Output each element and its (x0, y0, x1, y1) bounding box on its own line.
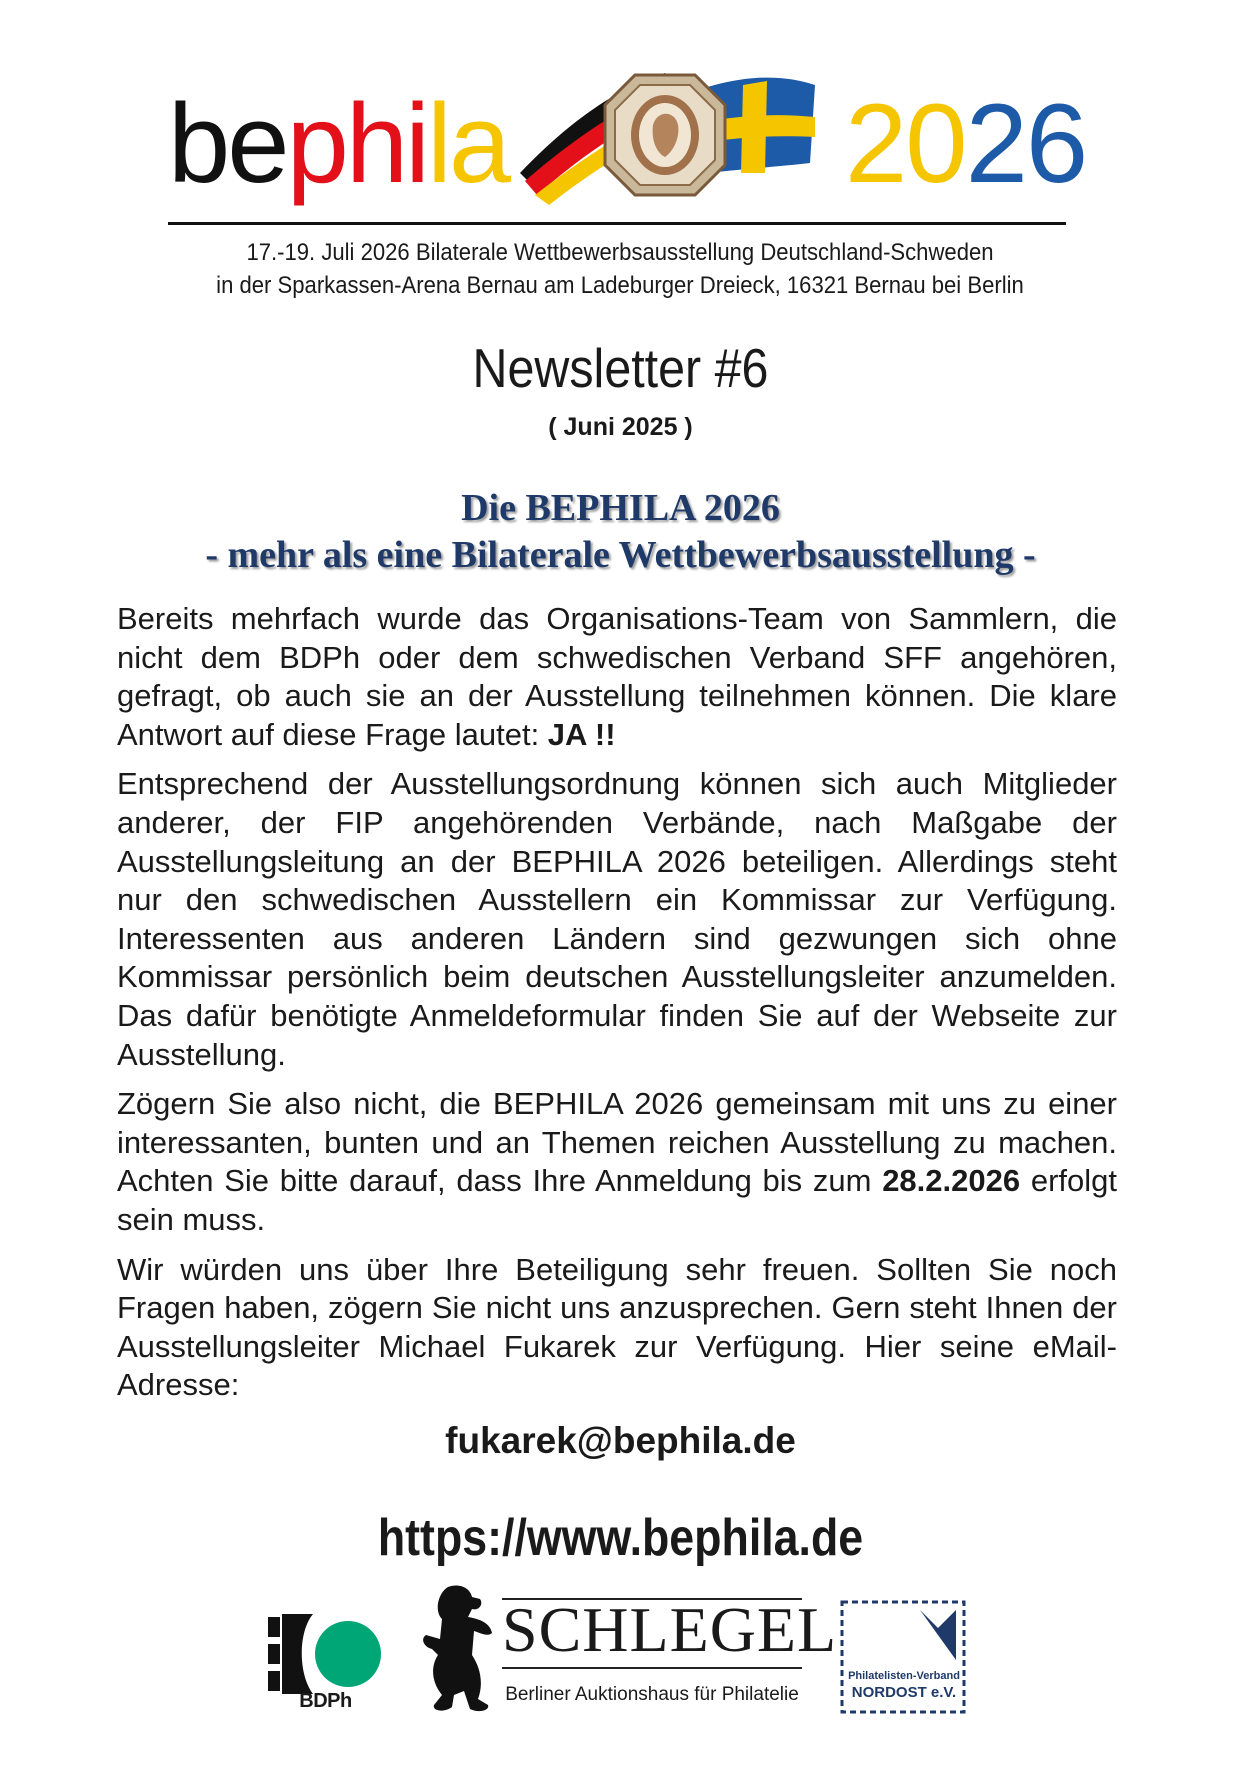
stamp-flag-artwork (515, 55, 820, 205)
paragraph-4: Wir würden uns über Ihre Beteiligung sehr freuen. Sollten Sie noch Fragen haben, zögern Sie nicht uns anzusprechen. Gern steht Ihnen der Ausstellungsleiter Michael Fukarek zur Verfügung. Hier seine eMail-Adresse: (117, 1251, 1117, 1403)
website-url-link[interactable]: https://www.bephila.de (377, 1509, 864, 1567)
logo-part-phi: phi (286, 81, 428, 206)
logo-part-la: la (427, 81, 509, 206)
nordost-line-2: NORDOST e.V. (851, 1684, 957, 1701)
schlegel-subtitle: Berliner Auktionshaus für Philatelie (505, 1684, 799, 1705)
headline-line-1: Die BEPHILA 2026 (461, 487, 780, 529)
year-digit-2: 2 (845, 81, 906, 206)
contact-email-link[interactable]: fukarek@bephila.de (445, 1420, 796, 1461)
schlegel-logo-name: SCHLEGEL (502, 1594, 838, 1665)
berlin-bear-icon (418, 1583, 496, 1713)
event-venue-info (160, 236, 1080, 302)
paragraph-3-text-a: Zögern Sie also nicht, die BEPHILA 2026 gemeinsam mit uns zu einer interessanten, bunten und an Themen reichen Ausstellung zu machen. Achten Sie bitte darauf, dass Ihre Anmeldung bis zum (117, 1086, 1117, 1199)
article-body (117, 600, 1117, 1416)
deadline-date: 28.2.2026 (882, 1163, 1021, 1199)
venue-line-1: 17.-19. Juli 2026 Bilaterale Wettbewerbsausstellung Deutschland-Schweden (246, 239, 994, 266)
bephila-logo-wordmark (168, 81, 509, 206)
bdph-label: BDPh (299, 1690, 352, 1712)
year-digit-6: 6 (1025, 81, 1087, 206)
bephila-logo-year (845, 81, 1087, 206)
paragraph-3 (117, 1085, 1117, 1239)
schlegel-rule-bottom (502, 1667, 802, 1669)
header-rule (168, 222, 1066, 225)
paragraph-1 (117, 600, 1117, 754)
newsletter-title: Newsletter #6 (472, 337, 769, 399)
paragraph-3-text-b: erfolgt sein muss. (117, 1163, 1117, 1237)
paragraph-1-text: Bereits mehrfach wurde das Organisations-Team von Sammlern, die nicht dem BDPh oder dem schwedischen Verband SFF angehören, gefragt, ob auch sie an der Ausstellung teilnehmen können. Die klare Antwort auf diese Frage lautet: (117, 601, 1117, 752)
year-digit-0: 0 (905, 81, 966, 206)
nordost-line-1: Philatelisten-Verband (848, 1670, 960, 1682)
venue-line-2: in der Sparkassen-Arena Bernau am Ladeburger Dreieck, 16321 Bernau bei Berlin (216, 272, 1024, 299)
logo-part-be: be (168, 81, 287, 206)
headline-line-2: - mehr als eine Bilaterale Wettbewerbsausstellung - (205, 534, 1036, 576)
paragraph-2: Entsprechend der Ausstellungsordnung können sich auch Mitglieder anderer, der FIP angehörenden Verbände, nach Maßgabe der Ausstellungsleitung an der BEPHILA 2026 beteiligen. Allerdings steht nur den schwedischen Ausstellern ein Kommissar zur Verfügung. Interessenten aus anderen Ländern sind gezwungen sich ohne Kommissar persönlich beim deutschen Ausstellungsleiter anzumelden. Das dafür benötigte Anmeldeformular finden Sie auf der Webseite zur Ausstellung. (117, 766, 1117, 1072)
paragraph-1-emphasis: JA !! (547, 716, 616, 752)
year-digit-2b: 2 (965, 81, 1026, 206)
newsletter-date: ( Juni 2025 ) (548, 413, 693, 441)
